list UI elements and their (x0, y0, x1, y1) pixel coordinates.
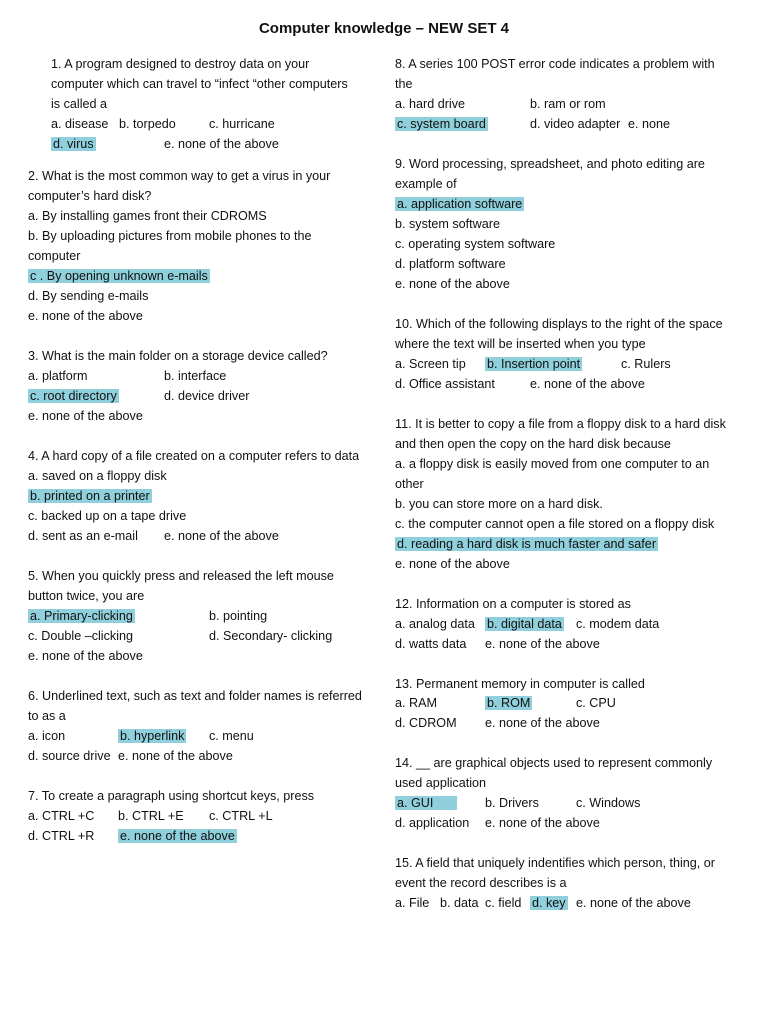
q1-option-d-answer: d. virus (53, 137, 94, 151)
q13-option-e: e. none of the above (485, 716, 600, 730)
q9-option-b: b. system software (395, 217, 500, 231)
q5-option-e: e. none of the above (28, 649, 143, 663)
q8-text: the (395, 77, 413, 91)
q1-option-b: b. torpedo (119, 117, 176, 131)
q12-option-e: e. none of the above (485, 637, 600, 651)
q1-text: is called a (51, 97, 108, 111)
q8-option-e: e. none (628, 117, 671, 131)
q2-option-a: a. By installing games front their CDROMS (28, 209, 267, 223)
q5-option-c: c. Double –clicking (28, 629, 133, 643)
q3-option-c-answer: c. root directory (30, 389, 117, 403)
q3-option-d: d. device driver (164, 389, 250, 403)
q10-option-d: d. Office assistant (395, 377, 495, 391)
q9-option-c: c. operating system software (395, 237, 556, 251)
q9-option-a-answer: a. application software (397, 197, 523, 211)
q11-option-d-answer: d. reading a hard disk is much faster and safer (397, 537, 657, 551)
q5-option-a-answer: a. Primary-clicking (30, 609, 133, 623)
q3-option-a: a. platform (28, 369, 88, 383)
q2-text: computer’s hard disk? (28, 189, 152, 203)
q8-option-a: a. hard drive (395, 97, 466, 111)
q12-text: 12. Information on a computer is stored as (395, 597, 631, 611)
q5-text: button twice, you are (28, 589, 145, 603)
q15-option-c: c. field (485, 896, 522, 910)
q2-option-c-answer: c . By opening unknown e-mails (30, 269, 208, 283)
q1-option-c: c. hurricane (209, 117, 275, 131)
q4-option-a: a. saved on a floppy disk (28, 469, 167, 483)
q10-option-c: c. Rulers (621, 357, 671, 371)
q8-option-b: b. ram or rom (530, 97, 606, 111)
q9-text: 9. Word processing, spreadsheet, and photo editing are (395, 157, 705, 171)
q3-option-e: e. none of the above (28, 409, 143, 423)
q2-option-d: d. By sending e-mails (28, 289, 149, 303)
q7-option-e-answer: e. none of the above (120, 829, 235, 843)
q6-option-b-answer: b. hyperlink (120, 729, 185, 743)
q9-option-d: d. platform software (395, 257, 506, 271)
q5-option-d: d. Secondary- clicking (209, 629, 333, 643)
q7-text: 7. To create a paragraph using shortcut keys, press (28, 789, 315, 803)
q7-option-c: c. CTRL +L (209, 809, 273, 823)
q6-text: 6. Underlined text, such as text and folder names is referred (28, 689, 362, 703)
q2-option-b: b. By uploading pictures from mobile phones to the (28, 229, 312, 243)
q10-option-a: a. Screen tip (395, 357, 466, 371)
q2-option-b: computer (28, 249, 81, 263)
q13-option-b-answer: b. ROM (487, 696, 531, 710)
q6-option-e: e. none of the above (118, 749, 233, 763)
q10-text: where the text will be inserted when you type (395, 337, 646, 351)
q14-option-a-answer: a. GUI (395, 796, 457, 810)
q2-option-e: e. none of the above (28, 309, 143, 323)
q14-option-c: c. Windows (576, 796, 641, 810)
q10-option-e: e. none of the above (530, 377, 645, 391)
q7-option-d: d. CTRL +R (28, 829, 95, 843)
q12-option-d: d. watts data (395, 637, 467, 651)
q15-option-a: a. File (395, 896, 430, 910)
q5-text: 5. When you quickly press and released the left mouse (28, 569, 334, 583)
q11-option-e: e. none of the above (395, 557, 510, 571)
q6-option-c: c. menu (209, 729, 254, 743)
q6-option-d: d. source drive (28, 749, 111, 763)
q3-text: 3. What is the main folder on a storage device called? (28, 349, 328, 363)
q11-text: and then open the copy on the hard disk because (395, 437, 671, 451)
q13-option-a: a. RAM (395, 696, 437, 710)
q1-option-a: a. disease (51, 117, 109, 131)
q7-option-b: b. CTRL +E (118, 809, 184, 823)
q8-option-c-answer: c. system board (397, 117, 486, 131)
q7-option-a: a. CTRL +C (28, 809, 95, 823)
q13-text: 13. Permanent memory in computer is called (395, 677, 645, 691)
q4-option-e: e. none of the above (164, 529, 279, 543)
q1-text: computer which can travel to “infect “other computers (51, 77, 348, 91)
q11-option-c: c. the computer cannot open a file stored on a floppy disk (395, 517, 715, 531)
q14-option-b: b. Drivers (485, 796, 539, 810)
q14-option-d: d. application (395, 816, 470, 830)
q9-option-e: e. none of the above (395, 277, 510, 291)
q4-option-b-answer: b. printed on a printer (30, 489, 150, 503)
q10-option-b-answer: b. Insertion point (487, 357, 581, 371)
q15-option-d-answer: d. key (532, 896, 566, 910)
q12-option-a: a. analog data (395, 617, 475, 631)
q15-option-e: e. none of the above (576, 896, 691, 910)
q11-option-b: b. you can store more on a hard disk. (395, 497, 603, 511)
q2-text: 2. What is the most common way to get a virus in your (28, 169, 331, 183)
q6-text: to as a (28, 709, 66, 723)
q9-text: example of (395, 177, 457, 191)
q12-option-c: c. modem data (576, 617, 660, 631)
q8-text: 8. A series 100 POST error code indicates a problem with (395, 57, 715, 71)
q10-text: 10. Which of the following displays to the right of the space (395, 317, 723, 331)
q11-text: 11. It is better to copy a file from a floppy disk to a hard disk (395, 417, 726, 431)
q11-option-a: a. a floppy disk is easily moved from one computer to an (395, 457, 710, 471)
q4-option-c: c. backed up on a tape drive (28, 509, 187, 523)
page-title: Computer knowledge – NEW SET 4 (258, 20, 510, 37)
q5-option-b: b. pointing (209, 609, 268, 623)
q14-text: 14. __ are graphical objects used to represent commonly (395, 756, 713, 770)
q6-option-a: a. icon (28, 729, 66, 743)
q3-option-b: b. interface (164, 369, 227, 383)
q1-text: 1. A program designed to destroy data on your (51, 57, 310, 71)
q11-option-a: other (395, 477, 424, 491)
q13-option-c: c. CPU (576, 696, 616, 710)
q1-option-e: e. none of the above (164, 137, 279, 151)
q12-option-b-answer: b. digital data (487, 617, 562, 631)
q14-option-e: e. none of the above (485, 816, 600, 830)
q15-text: 15. A field that uniquely indentifies which person, thing, or (395, 856, 715, 870)
q8-option-d: d. video adapter (530, 117, 621, 131)
q14-text: used application (395, 776, 487, 790)
q13-option-d: d. CDROM (395, 716, 457, 730)
q4-option-d: d. sent as an e-mail (28, 529, 138, 543)
q15-text: event the record describes is a (395, 876, 567, 890)
q4-text: 4. A hard copy of a file created on a computer refers to data (28, 449, 360, 463)
q15-option-b: b. data (440, 896, 479, 910)
